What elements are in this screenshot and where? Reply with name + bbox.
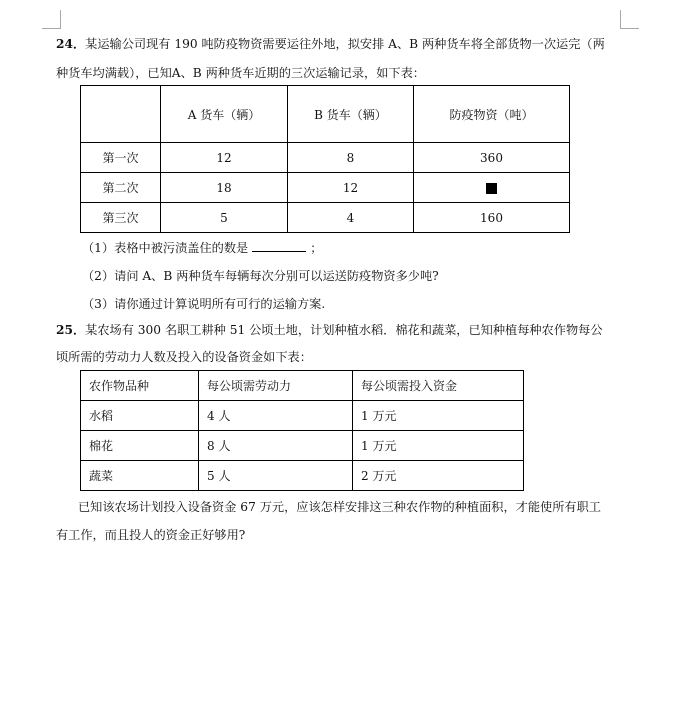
table-header-cell: B 货车（辆） <box>288 86 414 143</box>
table-cell: 12 <box>288 173 414 203</box>
table-cell: 18 <box>161 173 288 203</box>
table-cell: 1 万元 <box>353 431 524 461</box>
table-cell: 360 <box>414 143 570 173</box>
q25-stem-text1: 某农场有 300 名职工耕种 51 公顷土地，计划种植水稻．棉花和蔬菜，已知种植每种农作物每公 <box>85 323 603 337</box>
table-row <box>81 401 524 431</box>
table-cell: 第一次 <box>81 143 161 173</box>
table-cell: 水稻 <box>81 401 199 431</box>
table-header-cell: A 货车（辆） <box>161 86 288 143</box>
table-row <box>81 203 570 233</box>
table-header-cell: 农作物品种 <box>81 371 199 401</box>
table-cell: 4 人 <box>199 401 353 431</box>
q24-sub2: （2）请问 A、B 两种货车每辆每次分别可以运送防疫物资多少吨? <box>82 269 439 283</box>
table-header-row <box>81 371 524 401</box>
table-cell: 8 人 <box>199 431 353 461</box>
q25-number: 25． <box>56 323 86 337</box>
table-header-cell <box>81 86 161 143</box>
table-header-cell: 每公顷需劳动力 <box>199 371 353 401</box>
black-square-icon <box>486 183 497 194</box>
q25-crop-table <box>80 370 524 491</box>
table-cell: 蔬菜 <box>81 461 199 491</box>
q25-stem-line1 <box>56 316 628 345</box>
table-cell: 5 <box>161 203 288 233</box>
q24-sub1-suffix: ； <box>310 241 323 255</box>
table-row <box>81 143 570 173</box>
q25-stem-line2: 顷所需的劳动力人数及投入的设备资金如下表： <box>56 350 312 364</box>
q25-followup-line2: 有工作，而且投人的资金正好够用? <box>56 528 246 542</box>
table-header-row <box>81 86 570 143</box>
table-cell: 12 <box>161 143 288 173</box>
q24-sub1-text: （1）表格中被污渍盖住的数是 <box>82 241 249 255</box>
table-cell: 4 <box>288 203 414 233</box>
q24-number: 24． <box>56 37 86 51</box>
q24-sub1 <box>82 234 322 262</box>
table-row <box>81 431 524 461</box>
q24-transport-table <box>80 85 570 233</box>
table-cell: 2 万元 <box>353 461 524 491</box>
page-corner-mark-left <box>42 10 61 29</box>
table-cell: 第二次 <box>81 173 161 203</box>
table-cell: 160 <box>414 203 570 233</box>
q24-stem-line2: 种货车均满载），已知A、B 两种货车近期的三次运输记录，如下表： <box>56 66 425 80</box>
q25-followup-line1: 已知该农场计划投入设备资金 67 万元，应该怎样安排这三种农作物的种植面积，才能使所有职工 <box>78 500 601 514</box>
table-cell: 5 人 <box>199 461 353 491</box>
table-cell: 棉花 <box>81 431 199 461</box>
table-header-cell: 防疫物资（吨） <box>414 86 570 143</box>
answer-blank <box>252 239 306 252</box>
table-row <box>81 461 524 491</box>
page-corner-mark-right <box>620 10 639 29</box>
table-header-cell: 每公顷需投入资金 <box>353 371 524 401</box>
q24-stem-text1: 某运输公司现有 190 吨防疫物资需要运往外地，拟安排 A、B 两种货车将全部货物一次运完（两 <box>85 37 605 51</box>
table-row <box>81 173 570 203</box>
q24-stem-line1 <box>56 30 628 59</box>
q24-sub3: （3）请你通过计算说明所有可行的运输方案. <box>82 297 326 311</box>
table-cell: 1 万元 <box>353 401 524 431</box>
table-cell-stained <box>414 173 570 203</box>
table-cell: 第三次 <box>81 203 161 233</box>
table-cell: 8 <box>288 143 414 173</box>
